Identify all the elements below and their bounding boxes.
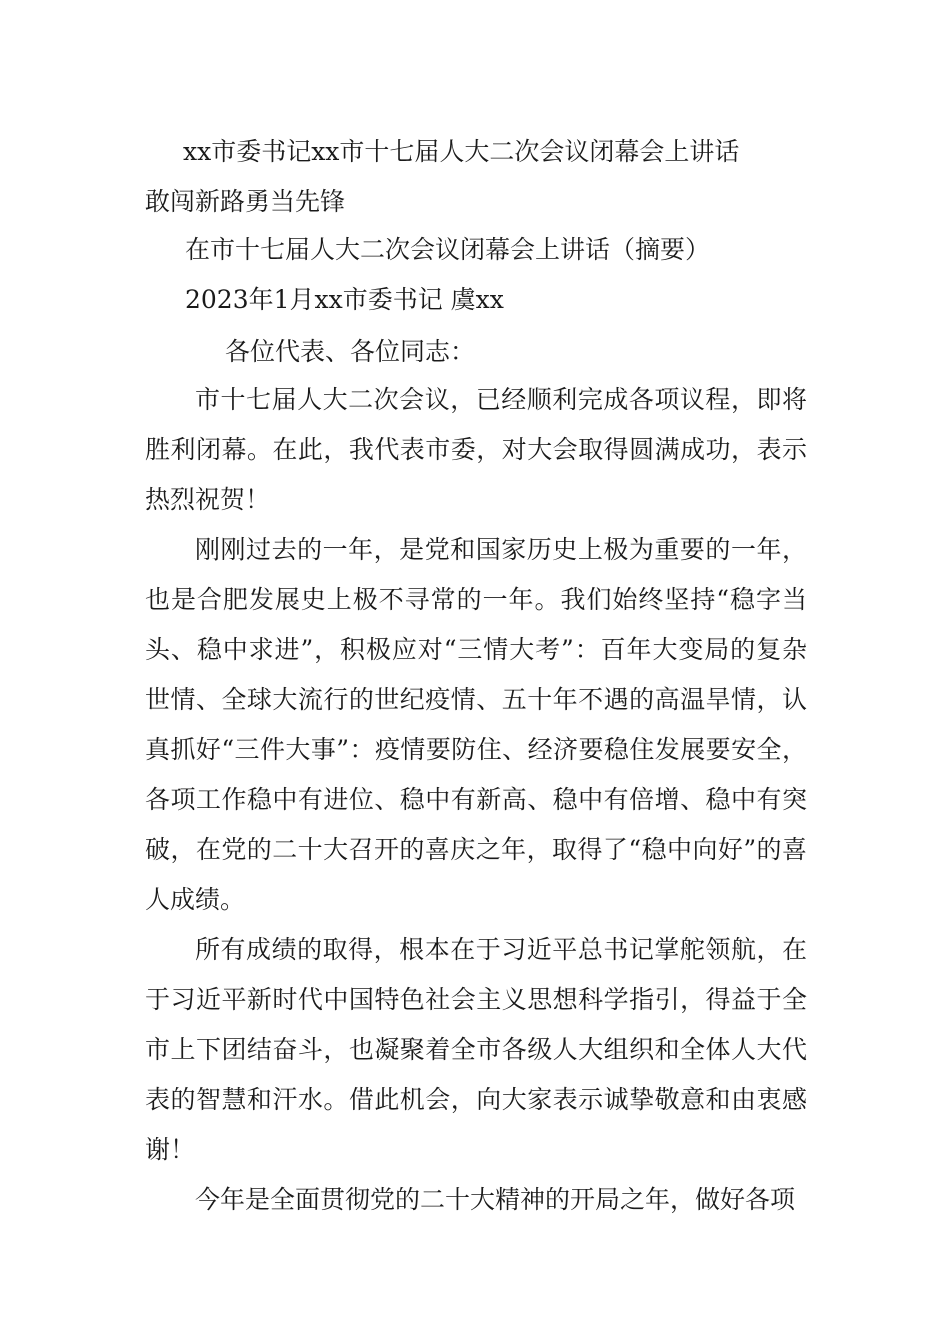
subtitle: 在市十七届人大二次会议闭幕会上讲话（摘要）	[185, 235, 711, 264]
salutation: 各位代表、各位同志：	[225, 337, 476, 366]
paragraph-1: 市十七届人大二次会议，已经顺利完成各项议程，即将胜利闭幕。在此，我代表市委，对大会取得圆满成功，表示热烈祝贺！	[145, 385, 807, 514]
headline: 敢闯新路勇当先锋	[145, 187, 346, 216]
paragraph-4: 今年是全面贯彻党的二十大精神的开局之年，做好各项	[195, 1185, 796, 1214]
paragraph-3: 所有成绩的取得，根本在于习近平总书记掌舵领航，在于习近平新时代中国特色社会主义思想科学指引，得益于全市上下团结奋斗，也凝聚着全市各级人大组织和全体人大代表的智慧和汗水。借此机会，向大家表示诚挚敬意和由衷感谢！	[145, 935, 807, 1164]
byline: 2023年1月xx市委书记 虞xx	[185, 285, 504, 314]
title-line: xx市委书记xx市十七届人大二次会议闭幕会上讲话	[183, 137, 740, 166]
paragraph-2: 刚刚过去的一年，是党和国家历史上极为重要的一年，也是合肥发展史上极不寻常的一年。我们始终坚持“稳字当头、稳中求进”，积极应对“三情大考”：百年大变局的复杂世情、全球大流行的世纪疫情、五十年不遇的高温旱情，认真抓好“三件大事”：疫情要防住、经济要稳住发展要安全，各项工作稳中有进位、稳中有新高、稳中有倍增、稳中有突破，在党的二十大召开的喜庆之年，取得了“稳中向好”的喜人成绩。	[145, 535, 807, 914]
